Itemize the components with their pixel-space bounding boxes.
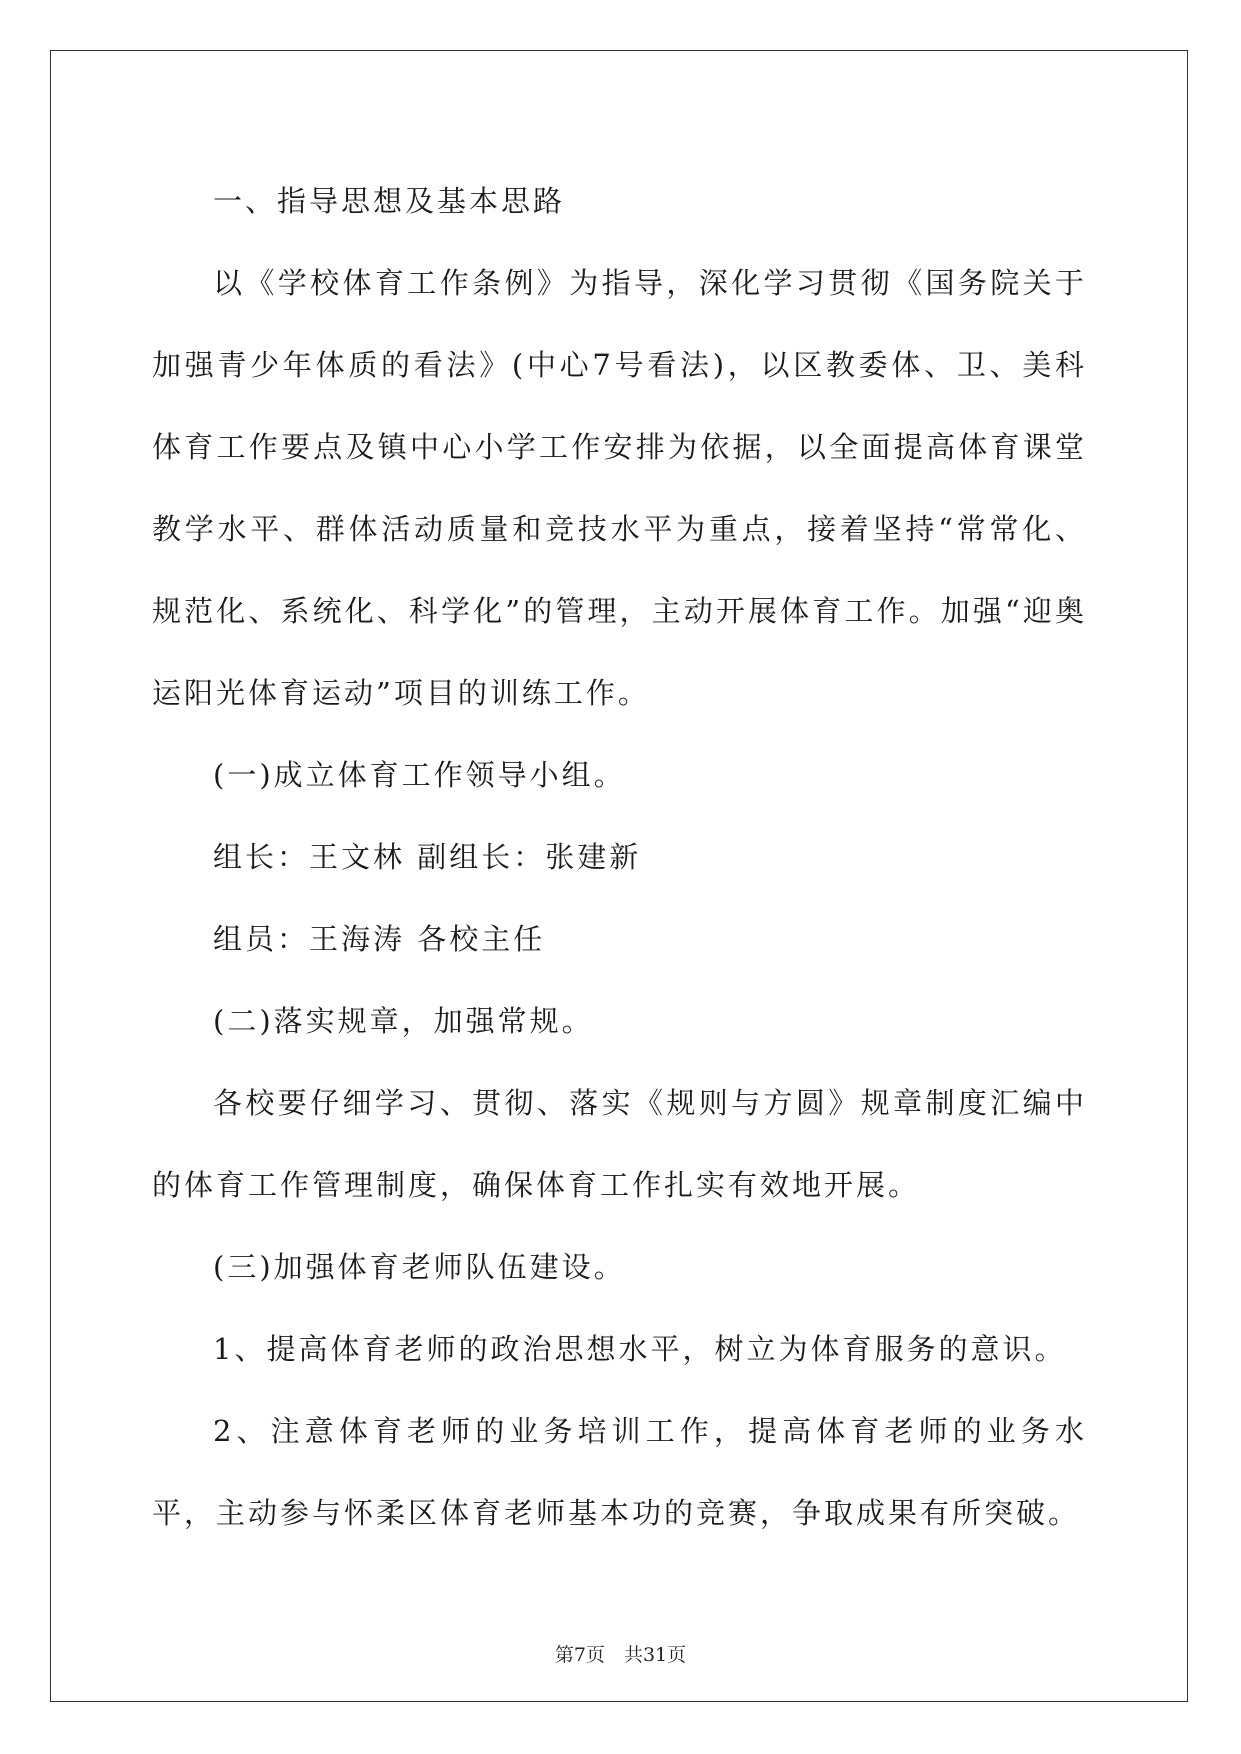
subsection-heading: (三)加强体育老师队伍建设。	[213, 1250, 626, 1284]
list-item: 2、注意体育老师的业务培训工作，提高体育老师的业务水平，主动参与怀柔区体育老师基本功的竞赛，争取成果有所突破。	[152, 1414, 1087, 1530]
subsection-heading: (二)落实规章，加强常规。	[213, 1004, 594, 1038]
page-number	[0, 1640, 1241, 1667]
body-paragraph: 组员：王海涛 各校主任	[213, 922, 546, 956]
body-paragraph: 组长：王文林 副组长：张建新	[213, 840, 642, 874]
page-number-label: 第7页 共31页	[554, 1644, 687, 1666]
body-paragraph: 以《学校体育工作条例》为指导，深化学习贯彻《国务院关于加强青少年体质的看法》(中心7号看法)，以区教委体、卫、美科体育工作要点及镇中心小学工作安排为依据，以全面提高体育课堂教学水平、群体活动质量和竞技水平为重点，接着坚持“常常化、规范化、系统化、科学化”的管理，主动开展体育工作。加强“迎奥运阳光体育运动”项目的训练工作。	[152, 266, 1087, 710]
section-heading: 一、指导思想及基本思路	[213, 184, 566, 218]
body-paragraph: 各校要仔细学习、贯彻、落实《规则与方圆》规章制度汇编中的体育工作管理制度，确保体育工作扎实有效地开展。	[152, 1086, 1087, 1202]
subsection-heading: (一)成立体育工作领导小组。	[213, 758, 626, 792]
list-item: 1、提高体育老师的政治思想水平，树立为体育服务的意识。	[213, 1332, 1067, 1366]
document-body	[152, 160, 1087, 1554]
